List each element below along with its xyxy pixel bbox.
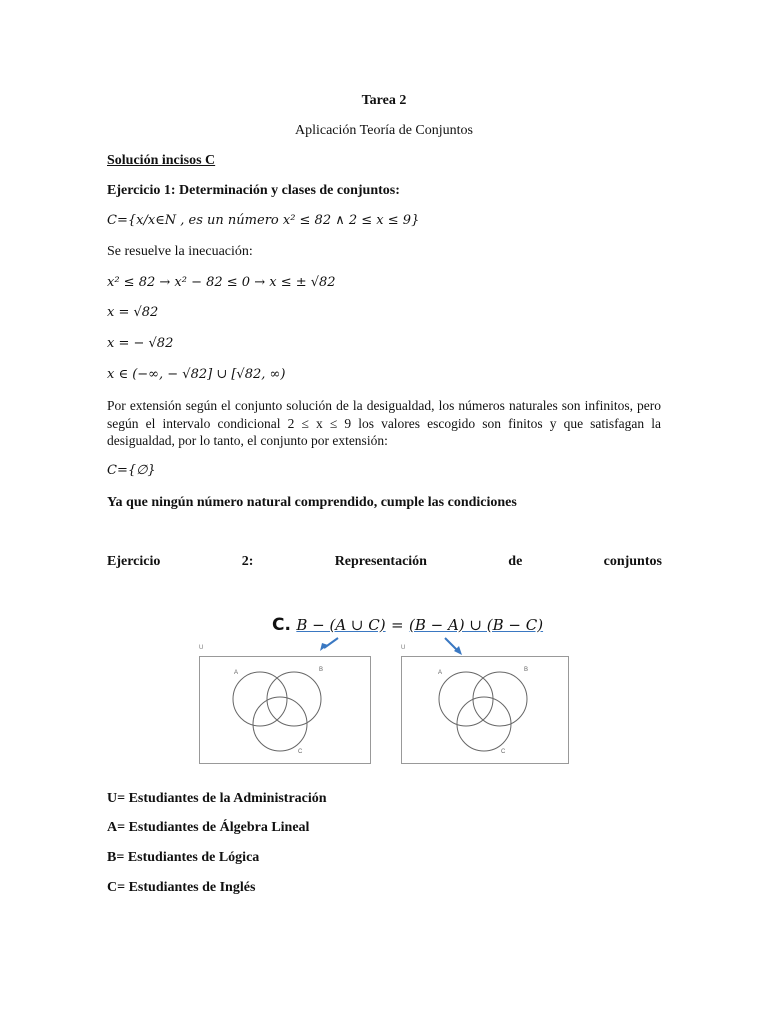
legend-set-a: A= Estudiantes de Álgebra Lineal (107, 820, 310, 835)
solution-step-2: x = √82 (107, 305, 159, 320)
circle-c (253, 697, 307, 751)
venn-left-label-a: A (234, 670, 239, 676)
venn-right-label-b: B (524, 667, 529, 673)
exercise2-word: Representación (334, 554, 427, 569)
venn-diagram-right (401, 656, 569, 764)
venn-diagram-left (199, 656, 371, 764)
venn-right-label-a: A (438, 670, 443, 676)
venn-right-circles (402, 657, 568, 763)
exercise2-word: de (508, 554, 523, 569)
venn-left-label-c: C (298, 749, 303, 755)
figure-title (272, 615, 543, 635)
exercise2-heading (107, 554, 662, 570)
circle-a (439, 672, 493, 726)
set-definition: C={x/x∈N , es un número x² ≤ 82 ∧ 2 ≤ x ≤ 9} (107, 213, 420, 228)
figure-right-expression: (B − A) ∪ (B − C) (408, 616, 544, 634)
document-subtitle: Aplicación Teoría de Conjuntos (294, 123, 473, 138)
explanation-paragraph: Por extensión según el conjunto solución de la desigualdad, los números naturales son infinitos, pero según el intervalo condicional 2 ≤ x ≤ 9 los valores escogido son finitos y que satisfagan la desigualdad, por lo tanto, el conjunto por extensión: (107, 398, 661, 448)
venn-left-label-b: B (319, 667, 324, 673)
section-heading: Solución incisos C (107, 153, 216, 168)
venn-right-label-c: C (501, 749, 506, 755)
exercise2-word: conjuntos (603, 554, 662, 569)
legend-set-c: C= Estudiantes de Inglés (107, 880, 256, 895)
venn-left-circles (200, 657, 370, 763)
arrow-left-icon (324, 638, 338, 648)
circle-b (473, 672, 527, 726)
legend-universe: U= Estudiantes de la Administración (107, 791, 327, 806)
circle-b (267, 672, 321, 726)
solution-step-4: x ∈ (−∞, − √82] ∪ [√82, ∞) (107, 367, 286, 382)
exercise2-word: Ejercicio (107, 554, 161, 569)
solve-intro: Se resuelve la inecuación: (107, 244, 253, 259)
empty-set-result: C={∅} (107, 463, 156, 478)
figure-equals: = (391, 616, 404, 634)
document-title: Tarea 2 (361, 93, 407, 108)
venn-left-universe-label: U (199, 645, 204, 651)
circle-a (233, 672, 287, 726)
exercise1-heading: Ejercicio 1: Determinación y clases de conjuntos: (107, 183, 400, 198)
figure-label: C. (272, 615, 291, 635)
circle-c (457, 697, 511, 751)
exercise2-word: 2: (241, 554, 254, 569)
solution-step-1: x² ≤ 82 → x² − 82 ≤ 0 → x ≤ ± √82 (107, 275, 336, 290)
figure-left-expression: B − (A ∪ C) (296, 616, 386, 634)
legend-set-b: B= Estudiantes de Lógica (107, 850, 260, 865)
venn-right-universe-label: U (401, 645, 406, 651)
conclusion-text: Ya que ningún número natural comprendido, cumple las condiciones (107, 495, 517, 510)
solution-step-3: x = − √82 (107, 336, 174, 351)
